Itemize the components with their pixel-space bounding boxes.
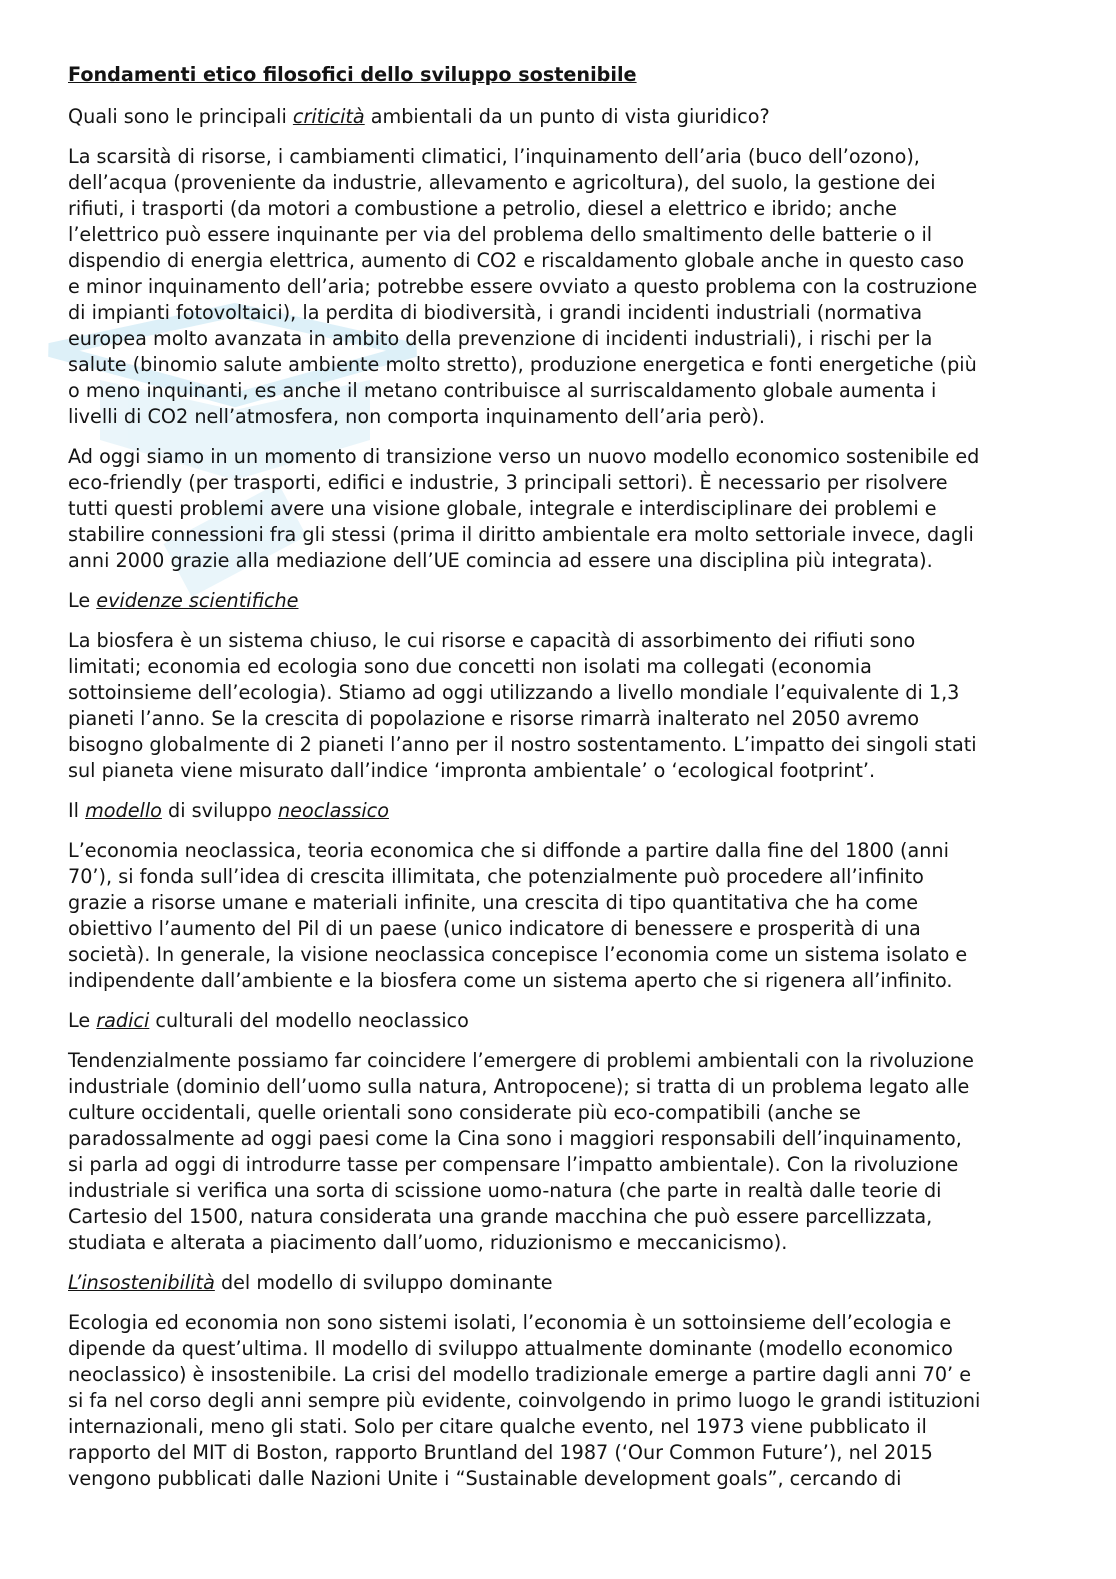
radici-emphasis: radici xyxy=(96,1009,150,1032)
heading-radici: Le radici culturali del modello neoclassico xyxy=(68,1009,469,1032)
paragraph-rivoluzione: Tendenzialmente possiamo far coincidere l’emergere di problemi ambientali con la rivoluzione industriale (dominio dell’uomo sulla natura, Antropocene); si tratta di un problema legato alle culture occidentali, quelle orientali sono considerate più eco-compatibili (anche se paradossalmente ad oggi paesi come la Cina sono i maggiori responsabili dell’inquinamento, si parla ad oggi di introdurre tasse per compensare l’impatto ambientale). Con la rivoluzione industriale si verifica una sorta di scissione uomo-natura (che parte in realtà dalle teorie di Cartesio del 1500, natura considerata una grande macchina che può essere parcellizzata, studiata e alterata a piacimento dall’uomo, riduzionismo e meccanicismo). xyxy=(68,1049,974,1254)
neoclassico-emphasis: neoclassico xyxy=(278,799,389,822)
paragraph-biosfera: La biosfera è un sistema chiuso, le cui risorse e capacità di assorbimento dei rifiuti sono limitati; economia ed ecologia sono due concetti non isolati ma collegati (economia sottoinsieme dell’ecologia). Stiamo ad oggi utilizzando a livello mondiale l’equivalente di 1,3 pianeti l’anno. Se la crescita di popolazione e risorse rimarrà inalterato nel 2050 avremo bisogno globalmente di 2 pianeti l’anno per il nostro sostentamento. L’impatto dei singoli stati sul pianeta viene misurato dall’indice ‘impronta ambientale’ o ‘ecological footprint’. xyxy=(68,629,977,782)
insostenibilita-emphasis: L’insostenibilità xyxy=(68,1271,215,1294)
criticita-emphasis: criticità xyxy=(292,105,365,128)
document-title: Fondamenti etico filosofici dello sviluppo sostenibile xyxy=(68,63,637,86)
document-page xyxy=(68,62,1068,1506)
paragraph-neoclassica: L’economia neoclassica, teoria economica che si diffonde a partire dalla fine del 1800 (anni 70’), si fonda sull’idea di crescita illimitata, che potenzialmente può procedere all’infinito grazie a risorse umane e materiali infinite, una crescita di tipo quantitativa che ha come obiettivo l’aumento del Pil di un paese (unico indicatore di benessere e prosperità di una società). In generale, la visione neoclassica concepisce l’economia come un sistema isolato e indipendente dall’ambiente e la biosfera come un sistema aperto che si rigenera all’infinito. xyxy=(68,839,968,992)
heading-evidenze: Le evidenze scientifiche xyxy=(68,589,299,612)
paragraph-transizione: Ad oggi siamo in un momento di transizione verso un nuovo modello economico sostenibile ed eco-friendly (per trasporti, edifici e industrie, 3 principali settori). È necessario per risolvere tutti questi problemi avere una visione globale, integrale e interdisciplinare dei problemi e stabilire connessioni fra gli stessi (prima il diritto ambientale era molto settoriale invece, dagli anni 2000 grazie alla mediazione dell’UE comincia ad essere una disciplina più integrata). xyxy=(68,445,980,572)
paragraph-risorse: La scarsità di risorse, i cambiamenti climatici, l’inquinamento dell’aria (buco dell’ozono), dell’acqua (proveniente da industrie, allevamento e agricoltura), del suolo, la gestione dei rifiuti, i trasporti (da motori a combustione a petrolio, diesel a elettrico e ibrido; anche l’elettrico può essere inquinante per via del problema dello smaltimento delle batterie o il dispendio di energia elettrica, aumento di CO2 e riscaldamento globale anche in questo caso e minor inquinamento dell’aria; potrebbe essere ovviato a questo problema con la costruzione di impianti fotovoltaici), la perdita di biodiversità, i grandi incidenti industriali (normativa europea molto avanzata in ambito della prevenzione di incidenti industriali), i rischi per la salute (binomio salute ambiente molto stretto), produzione energetica e fonti energetiche (più o meno inquinanti, es anche il metano contribuisce al surriscaldamento globale aumenta i livelli di CO2 nell’atmosfera, non comporta inquinamento dell’aria però). xyxy=(68,145,978,428)
heading-modello: Il modello di sviluppo neoclassico xyxy=(68,799,389,822)
question-criticita: Quali sono le principali criticità ambientali da un punto di vista giuridico? xyxy=(68,105,770,128)
evidenze-emphasis: evidenze scientifiche xyxy=(96,589,299,612)
modello-emphasis: modello xyxy=(85,799,162,822)
paragraph-ecologia: Ecologia ed economia non sono sistemi isolati, l’economia è un sottoinsieme dell’ecologia e dipende da quest’ultima. Il modello di sviluppo attualmente dominante (modello economico neoclassico) è insostenibile. La crisi del modello tradizionale emerge a partire dagli anni 70’ e si fa nel corso degli anni sempre più evidente, coinvolgendo in primo luogo le grandi istituzioni internazionali, meno gli stati. Solo per citare qualche evento, nel 1973 viene pubblicato il rapporto del MIT di Boston, rapporto Bruntland del 1987 (‘Our Common Future’), nel 2015 vengono pubblicati dalle Nazioni Unite i “Sustainable development goals”, cercando di xyxy=(68,1311,981,1490)
heading-insostenibilita: L’insostenibilità del modello di sviluppo dominante xyxy=(68,1271,553,1294)
